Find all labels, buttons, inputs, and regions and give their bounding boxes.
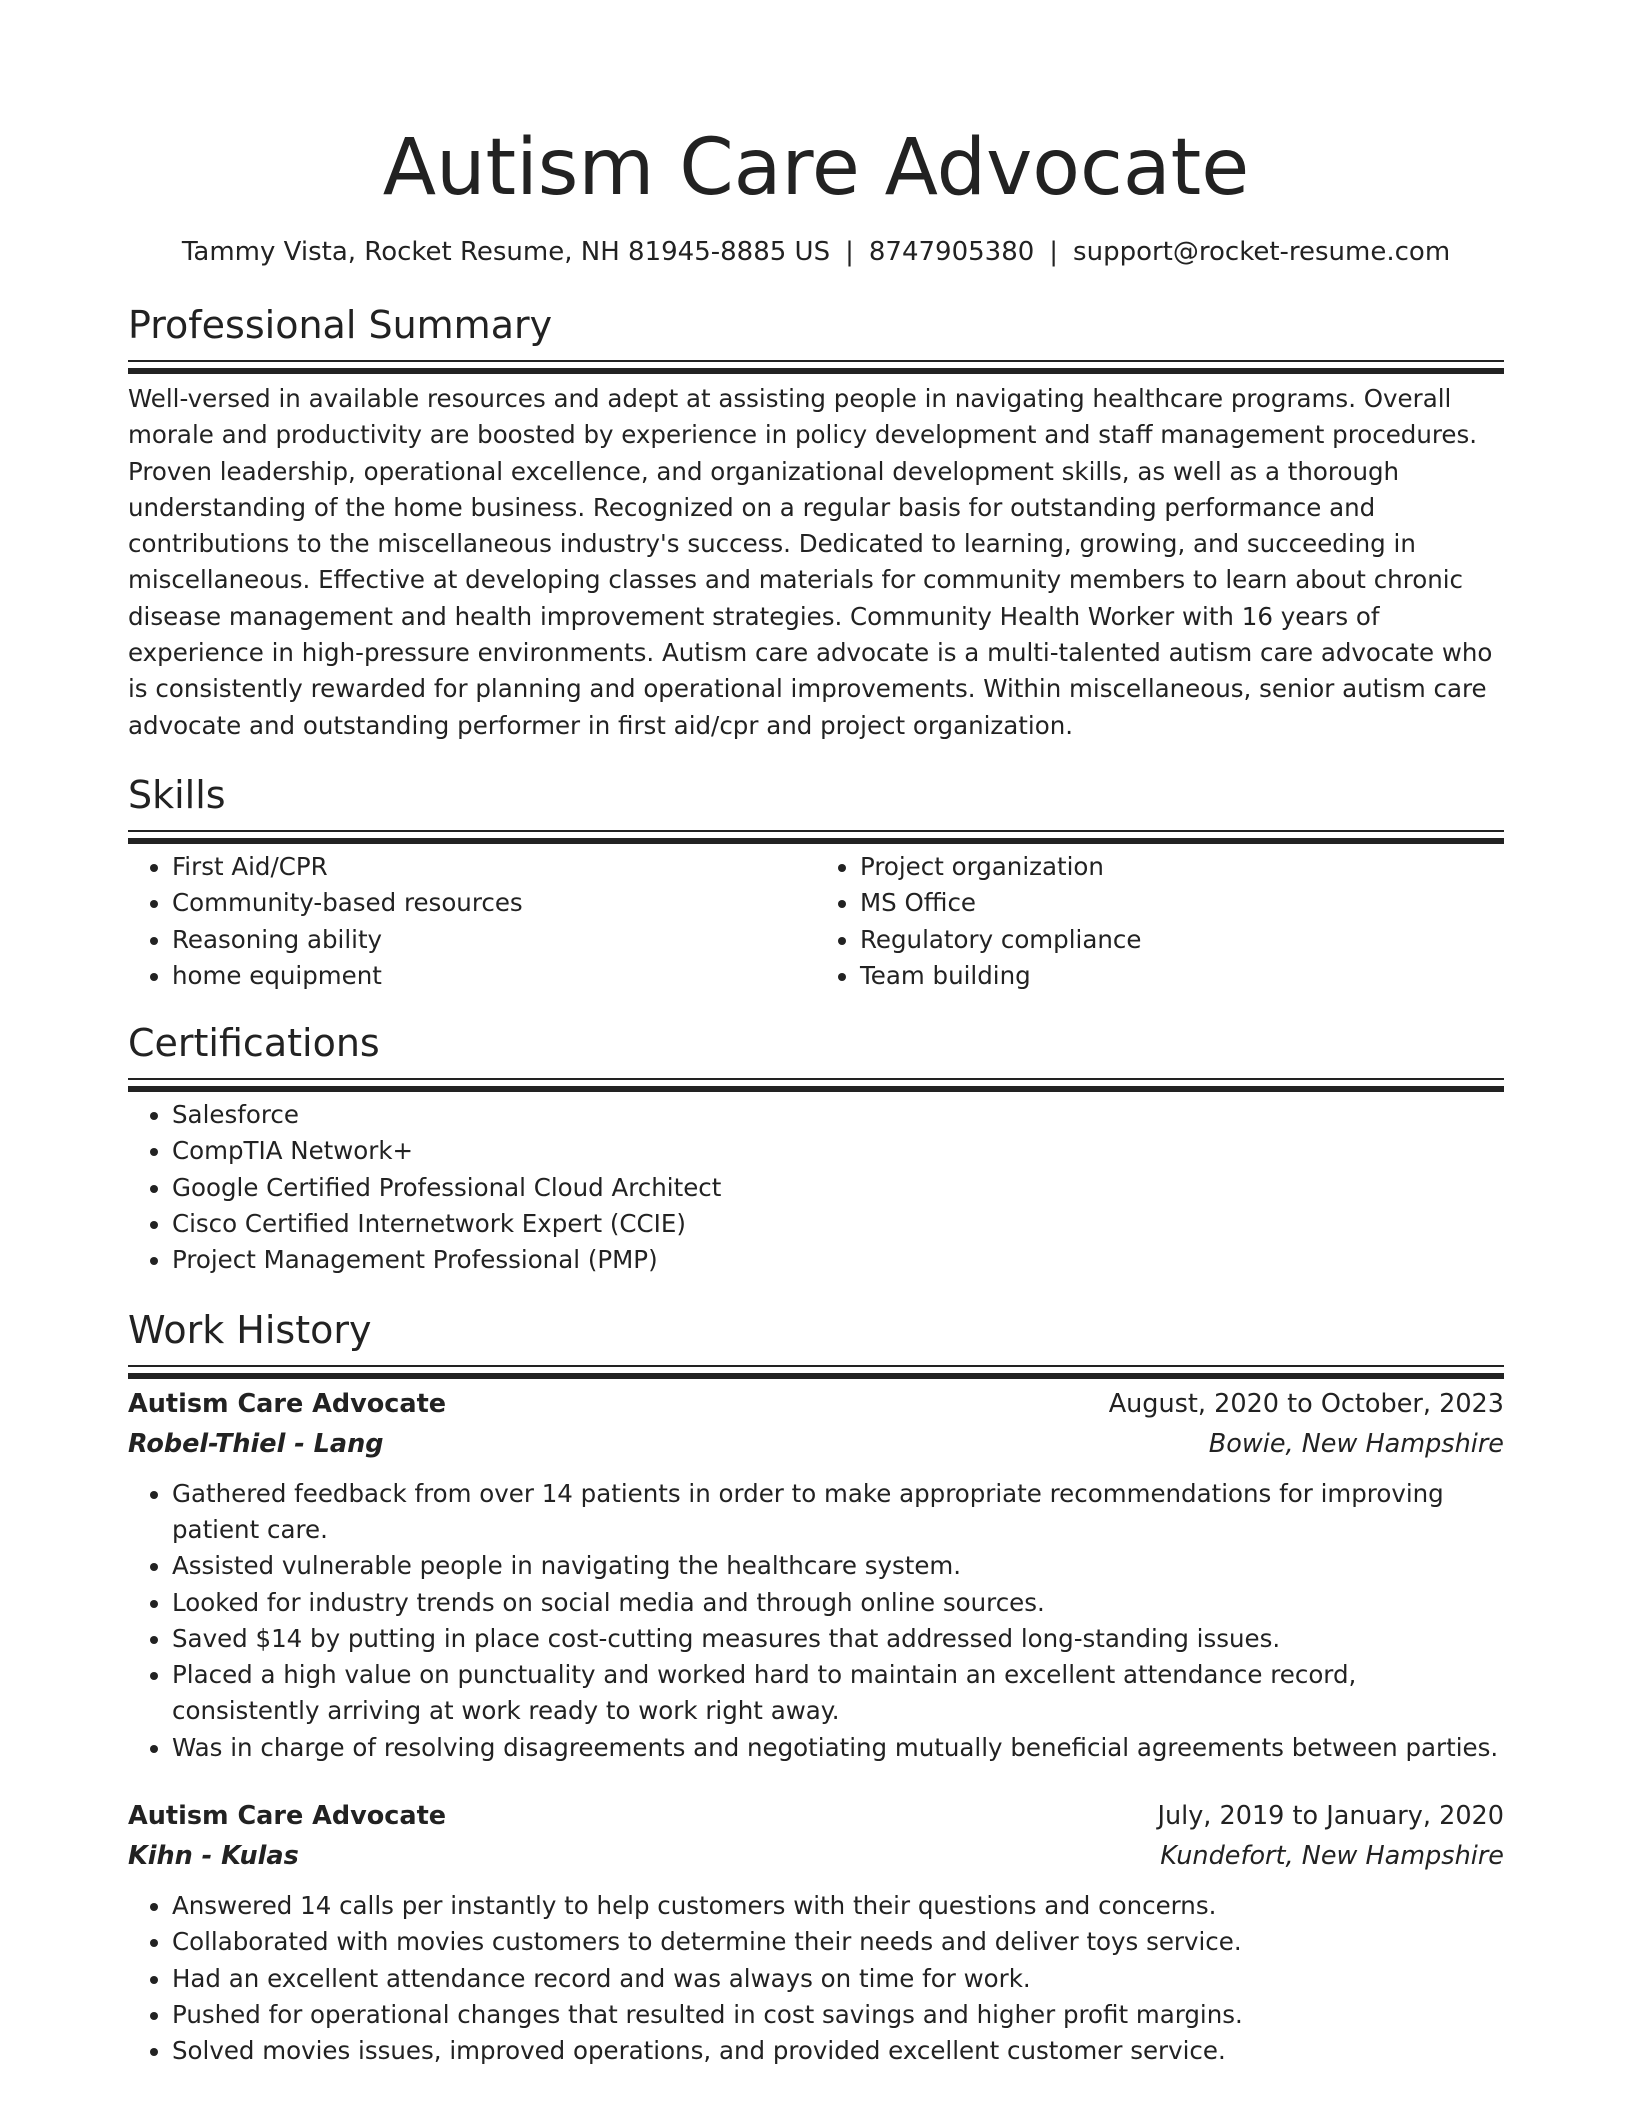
job-bullets — [128, 1888, 1504, 2069]
job-bullet: • Looked for industry trends on social media and through online sources. — [172, 1585, 1504, 1621]
job-bullets — [128, 1476, 1504, 1766]
job-title: Autism Care Advocate — [128, 1388, 447, 1419]
summary-section — [128, 302, 1504, 744]
contact-separator: | — [845, 237, 854, 267]
job-subheader — [128, 1836, 1504, 1876]
section-divider — [128, 830, 1504, 835]
job-bullet: • Pushed for operational changes that resulted in cost savings and higher profit margins. — [172, 1997, 1504, 2033]
job-bullet: • Assisted vulnerable people in navigating the healthcare system. — [172, 1548, 1504, 1584]
section-title-skills: Skills — [128, 772, 226, 817]
contact-separator: | — [1049, 237, 1059, 267]
certification-item: • CompTIA Network+ — [172, 1133, 1504, 1169]
job-dates: July, 2019 to January, 2020 — [1157, 1801, 1504, 1832]
job-bullet: • Had an excellent attendance record and was always on time for work. — [172, 1961, 1504, 1997]
job-dates: August, 2020 to October, 2023 — [1108, 1388, 1504, 1419]
job-bullet: • Placed a high value on punctuality and worked hard to maintain an excellent attendance record, consistently arriving at work ready to work right away. — [172, 1657, 1504, 1730]
job-bullet: • Saved $14 by putting in place cost-cutting measures that addressed long-standing issues. — [172, 1621, 1504, 1657]
job-subheader — [128, 1424, 1504, 1464]
skill-item: • Team building — [860, 958, 1504, 994]
contact-address: Tammy Vista, Rocket Resume, NH 81945-8885 US — [181, 237, 831, 267]
job-location: Bowie, New Hampshire — [1208, 1428, 1504, 1459]
skill-item: • Community-based resources — [172, 885, 816, 921]
job-location: Kundefort, New Hampshire — [1160, 1841, 1504, 1872]
skill-item: • First Aid/CPR — [172, 849, 816, 885]
skills-left-list — [128, 849, 816, 994]
summary-text: Well-versed in available resources and adept at assisting people in navigating healthcare programs. Overall morale and productivity are boosted by experience in policy development and staff management procedures. Proven leadership, operational excellence, and organizational development skills, as well as a thorough understanding of the home business. Recognized on a regular basis for outstanding performance and contributions to the miscellaneous industry's success. Dedicated to learning, growing, and succeeding in miscellaneous. Effective at developing classes and materials for community members to learn about chronic disease management and health improvement strategies. Community Health Worker with 16 years of experience in high-pressure environments. Autism care advocate is a multi-talented autism care advocate who is consistently rewarded for planning and operational improvements. Within miscellaneous, senior autism care advocate and outstanding performer in first aid/cpr and project organization. — [128, 384, 1493, 740]
job-header — [128, 1384, 1504, 1424]
skills-columns — [128, 849, 1504, 994]
skill-item: • Project organization — [860, 849, 1504, 885]
section-divider — [128, 1365, 1504, 1370]
skill-item: • home equipment — [172, 958, 816, 994]
certification-item: • Salesforce — [172, 1097, 1504, 1133]
skill-item: • MS Office — [860, 885, 1504, 921]
contact-line — [128, 236, 1504, 268]
certification-item: • Project Management Professional (PMP) — [172, 1242, 1504, 1278]
contact-phone: 8747905380 — [868, 237, 1035, 267]
job-entry — [128, 1384, 1504, 1766]
job-bullet: • Gathered feedback from over 14 patients in order to make appropriate recommendations for improving patient care. — [172, 1476, 1504, 1549]
work-section — [128, 1307, 1504, 2070]
resume-name: Autism Care Advocate — [382, 123, 1250, 213]
skills-section — [128, 772, 1504, 994]
job-company: Robel-Thiel - Lang — [128, 1428, 384, 1459]
skill-item: • Reasoning ability — [172, 922, 816, 958]
section-divider — [128, 1078, 1504, 1083]
certification-item: • Cisco Certified Internetwork Expert (CCIE) — [172, 1206, 1504, 1242]
job-bullet: • Collaborated with movies customers to determine their needs and deliver toys service. — [172, 1924, 1504, 1960]
job-header — [128, 1796, 1504, 1836]
section-title-work: Work History — [128, 1307, 372, 1352]
job-bullet: • Was in charge of resolving disagreements and negotiating mutually beneficial agreements between parties. — [172, 1730, 1504, 1766]
job-entry — [128, 1796, 1504, 2069]
certifications-list — [128, 1097, 1504, 1278]
section-divider — [128, 360, 1504, 365]
job-bullet: • Answered 14 calls per instantly to help customers with their questions and concerns. — [172, 1888, 1504, 1924]
job-bullet: • Solved movies issues, improved operations, and provided excellent customer service. — [172, 2033, 1504, 2069]
job-company: Kihn - Kulas — [128, 1841, 299, 1872]
skills-right-list — [816, 849, 1504, 994]
certifications-section — [128, 1020, 1504, 1278]
section-title-certifications: Certifications — [128, 1021, 380, 1066]
contact-email: support@rocket-resume.com — [1073, 237, 1451, 267]
skill-item: • Regulatory compliance — [860, 922, 1504, 958]
job-title: Autism Care Advocate — [128, 1801, 447, 1832]
certification-item: • Google Certified Professional Cloud Architect — [172, 1170, 1504, 1206]
section-title-summary: Professional Summary — [128, 303, 553, 347]
resume-page — [128, 0, 1504, 2070]
